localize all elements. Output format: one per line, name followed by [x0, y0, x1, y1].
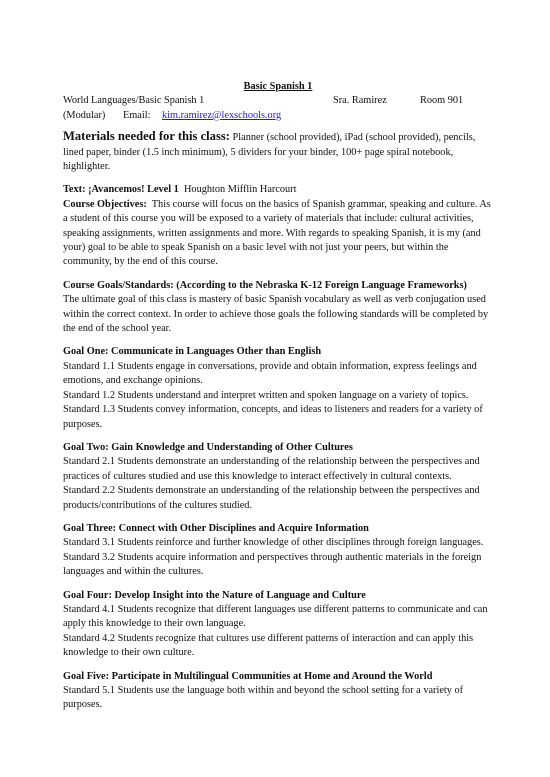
course-name: World Languages/Basic Spanish 1 — [63, 95, 205, 107]
goal-heading: Goal Five: Participate in Multilingual Communities at Home and Around the World — [63, 670, 433, 682]
document-page — [63, 80, 493, 713]
standard-item: Standard 2.2 Students demonstrate an understanding of the relationship between the perspectives and products/contributions of the cultures studied. — [63, 485, 480, 511]
standard-item: Standard 4.1 Students recognize that different languages use different patterns to communicate and can apply this knowledge to their own language. — [63, 603, 488, 630]
standard-item: Standard 1.3 Students convey information, concepts, and ideas to listeners and readers for a variety of purposes. — [63, 404, 483, 430]
standard-item: Standard 4.2 Students recognize that cultures use different patterns of interaction and can apply this knowledge to their own culture. — [63, 632, 474, 659]
goal-section — [63, 670, 493, 713]
teacher-name: Sra. Ramirez — [333, 95, 387, 107]
standard-item: Standard 1.2 Students understand and interpret written and spoken language on a variety of topics. — [63, 389, 469, 401]
standard-item: Standard 5.1 Students use the language both within and beyond the school setting for a variety of purposes. — [63, 685, 464, 711]
email-label: Email: — [123, 109, 151, 121]
standard-item: Standard 1.1 Students engage in conversations, provide and obtain information, express feelings and emotions, and exchange opinions. — [63, 360, 477, 387]
goals-standards-body: The ultimate goal of this class is mastery of basic Spanish vocabulary as well as verb conjugation used within the correct context. In order to achieve those goals the following standards will be completed by the end of the school year. — [63, 294, 489, 335]
materials-body: Planner (school provided), iPad (school provided), pencils, lined paper, binder (1.5 inch minimum), 5 dividers for your binder, 100+ page spiral notebook, highlighter. — [63, 132, 476, 172]
goal-heading: Goal Two: Gain Knowledge and Understanding of Other Cultures — [63, 441, 353, 453]
goal-section — [63, 441, 493, 513]
contact-line — [63, 109, 493, 123]
goal-heading: Goal Four: Develop Insight into the Nature of Language and Culture — [63, 589, 366, 601]
room-number: Room 901 — [420, 95, 464, 107]
textbook-line — [63, 183, 493, 197]
page-title: Basic Spanish 1 — [243, 81, 313, 92]
standard-item: Standard 3.1 Students reinforce and further knowledge of other disciplines through foreign languages. — [63, 537, 484, 549]
course-header-line — [63, 94, 493, 108]
standard-item: Standard 2.1 Students demonstrate an understanding of the relationship between the perspectives and practices of cultures studied and use this knowledge to interact effectively in cultural contexts. — [63, 456, 480, 482]
textbook-label: Text: ¡Avancemos! Level 1 — [63, 184, 179, 196]
objectives-body: This course will focus on the basics of Spanish grammar, speaking and culture. As a student of this course you will be exposed to a variety of materials that include: cultural activities, speaking assignments, written assignments and more. With regards to speaking Spanish, it is my (and your) goal to be able to speak Spanish on a basic level with not just your peers, but within the community, by the end of this course. — [63, 198, 491, 268]
email-link[interactable]: kim.ramirez@lexschools.org — [162, 109, 282, 121]
standard-item: Standard 3.2 Students acquire information and perspectives through authentic materials in the foreign languages and within the cultures. — [63, 551, 482, 578]
goal-heading: Goal Three: Connect with Other Disciplines and Acquire Information — [63, 522, 369, 534]
goal-section — [63, 589, 493, 661]
goals-standards-heading: Course Goals/Standards: (According to the Nebraska K-12 Foreign Language Frameworks) — [63, 279, 467, 291]
modular-label: (Modular) — [63, 109, 106, 121]
goal-section — [63, 345, 493, 431]
objectives-label: Course Objectives: — [63, 198, 147, 210]
materials-heading: Materials needed for this class: — [63, 129, 230, 144]
goal-heading: Goal One: Communicate in Languages Other than English — [63, 346, 322, 358]
textbook-publisher: Houghton Mifflin Harcourt — [183, 184, 297, 196]
goal-section — [63, 522, 493, 580]
materials-paragraph — [63, 129, 493, 174]
objectives-paragraph — [63, 198, 493, 270]
